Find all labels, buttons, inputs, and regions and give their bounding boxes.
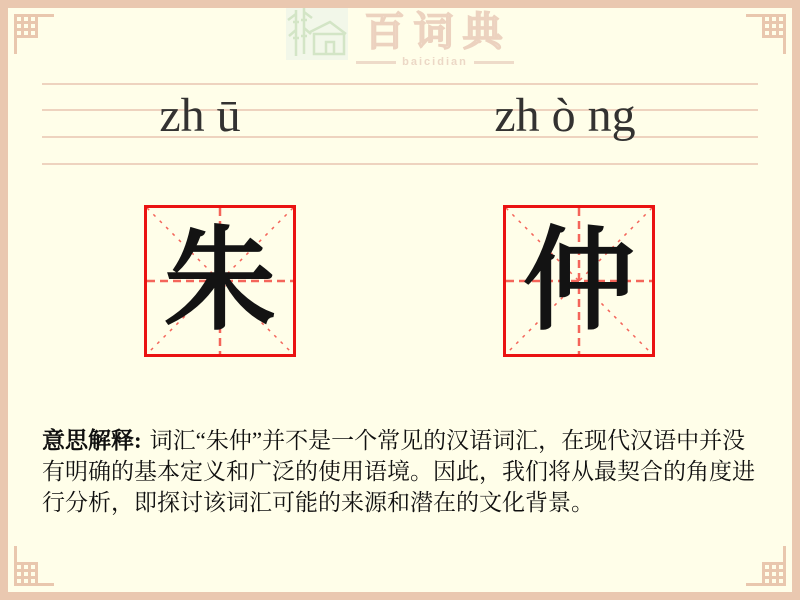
pinyin-second: zh ò ng: [494, 89, 636, 142]
logo-subtitle: baicidian: [402, 56, 468, 68]
logo-title: 百词典: [364, 9, 512, 54]
bamboo-house-icon: [286, 4, 350, 62]
corner-ornament-icon: [746, 546, 790, 590]
logo-dash-right: [474, 61, 514, 64]
character-grid-box-first: [144, 205, 296, 357]
meaning-explanation: [42, 425, 760, 518]
character-first: 朱: [164, 215, 276, 346]
pinyin-rule-line: [42, 163, 758, 165]
corner-ornament-icon: [746, 10, 790, 54]
logo-text: [356, 4, 514, 68]
corner-ornament-icon: [10, 546, 54, 590]
explanation-text: 词汇“朱仲”并不是一个常见的汉语词汇，在现代汉语中并没有明确的基本定义和广泛的使用语境。因此，我们将从最契合的角度进行分析，即探讨该词汇可能的来源和潜在的文化背景。: [42, 428, 755, 515]
logo-subtitle-row: [356, 56, 514, 68]
pinyin-rule-line: [42, 83, 758, 85]
pinyin-first: zh ū: [159, 89, 241, 142]
corner-ornament-icon: [10, 10, 54, 54]
character-second: 仲: [523, 215, 635, 346]
explanation-label: 意思解释:: [42, 428, 142, 453]
app-logo: [0, 4, 800, 68]
logo-dash-left: [356, 61, 396, 64]
character-grid-box-second: [503, 205, 655, 357]
